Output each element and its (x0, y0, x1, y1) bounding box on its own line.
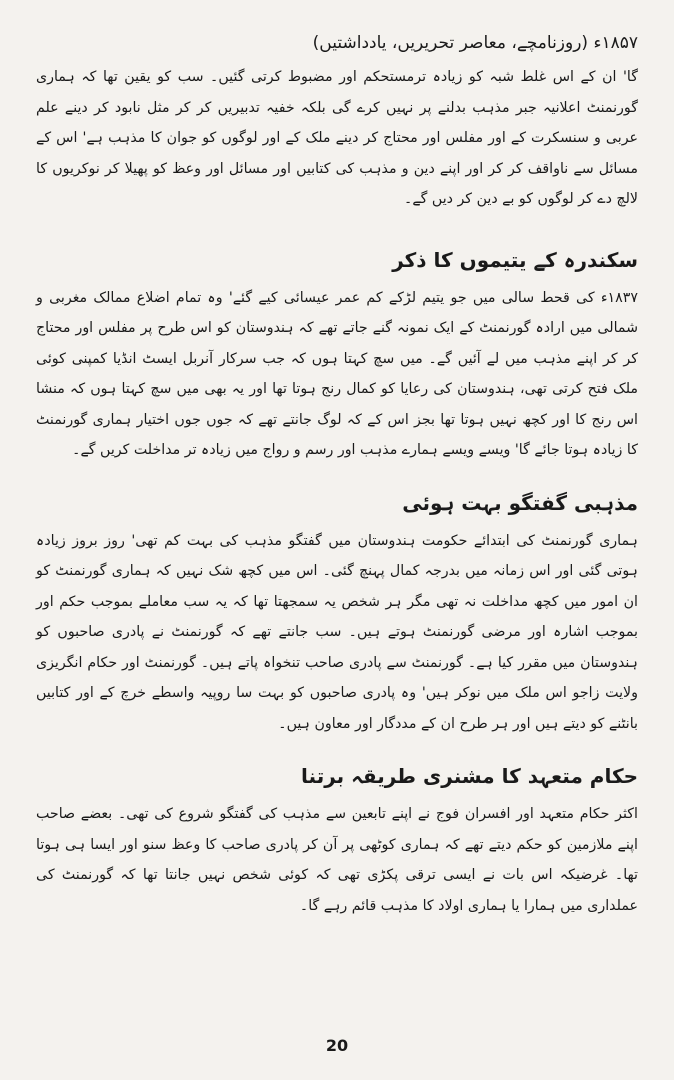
paragraph-sikandra-orphans: ۱۸۳۷ء کی قحط سالی میں جو یتیم لڑکے کم عمر عیسائی کیے گئے' وہ تمام اضلاع ممالک مغربی و شمالی میں ارادہ گورنمنٹ کے ایک نمونہ گنے جاتے تھے کہ ہندوستان کو اس طرح پر مفلس اور محتاج کر کر اپنے مذہب میں لے آئیں گے۔ میں سچ کہتا ہوں کہ جب سرکار آنربل ایسٹ انڈیا کمپنی کوئی ملک فتح کرتی تھی، ہندوستان کی رعایا کو کمال رنج ہوتا تھا اور یہ بھی میں سچ کہتا ہوں کہ منشا اس رنج کا اور کچھ نہیں ہوتا تھا بجز اس کے کہ لوگ جانتے تھے کہ جوں جوں اختیار ہماری گورنمنٹ کا زیادہ ہوتا جائے گا' ویسے ویسے ہمارے مذہب اور رسم و رواج میں زیادہ تر مداخلت کریں گے۔ (36, 289, 638, 458)
running-header: ۱۸۵۷ء (روزنامچے، معاصر تحریریں، یادداشتیں) (312, 33, 638, 53)
section-heading-religious-talk: مذہبی گفتگو بہت ہوئی (402, 490, 638, 515)
page-number: 20 (325, 1036, 349, 1055)
section-heading-sikandra-orphans: سکندرہ کے یتیموں کا ذکر (392, 247, 638, 272)
section-heading-missionary-officials: حکام متعہد کا مشنری طریقہ برتنا (301, 764, 638, 788)
paragraph-opening: گا' ان کے اس غلط شبہ کو زیادہ ترمستحکم اور مضبوط کرتی گئیں۔ سب کو یقین تھا کہ ہماری گورنمنٹ اعلانیہ جبر مذہب بدلنے پر نہیں کرے گی بلکہ خفیہ تدبیریں کر کر مثل نابود کر دینے علم عربی و سنسکرت کے اور مفلس اور محتاج کر دینے ملک کے اور لوگوں کو جوان کا مذہب ہے' اس کے مسائل سے ناواقف کر کر اور اپنے دین و مذہب کی کتابیں اور مسائل اور وعظ کو پھیلا کر نوکریوں کا لالچ دے کر لوگوں کو بے دین کر دیں گے۔ (36, 69, 638, 207)
paragraph-missionary-officials: اکثر حکام متعہد اور افسران فوج نے اپنے تابعین سے مذہب کی گفتگو شروع کی تھی۔ بعضے صاحب اپنے ملازمین کو حکم دیتے تھے کہ ہماری کوٹھی پر آن کر پادری صاحب کا وعظ سنو اور ایسا ہی ہوتا تھا۔ غرضیکہ اس بات نے ایسی ترقی پکڑی تھی کہ کوئی شخص نہیں جانتا تھا کہ گورنمنٹ کی عملداری میں ہمارا یا ہماری اولاد کا مذہب قائم رہے گا۔ (36, 806, 638, 914)
paragraph-religious-talk: ہماری گورنمنٹ کی ابتدائے حکومت ہندوستان میں گفتگو مذہب کی بہت کم تھی' روز بروز زیادہ ہوتی گئی اور اس زمانہ میں بدرجہ کمال پہنچ گئی۔ اس میں کچھ شک نہیں کہ ہماری گورنمنٹ کو ان امور میں کچھ مداخلت نہ تھی مگر ہر شخص یہ سمجھتا تھا کہ یہ سب معاملے بموجب حکم اور بموجب اشارہ اور مرضی گورنمنٹ ہوتے ہیں۔ سب جانتے تھے کہ گورنمنٹ نے پادری صاحبوں کو ہندوستان میں مقرر کیا ہے۔ گورنمنٹ سے پادری صاحب تنخواہ پاتے ہیں۔ گورنمنٹ اور حکام انگریزی ولایت زاجو اس ملک میں نوکر ہیں' وہ پادری صاحبوں کو بہت سا روپیہ واسطے خرچ کے اور کتابیں بانٹنے کو دیتے ہیں اور ہر طرح ان کے مددگار اور معاون ہیں۔ (36, 532, 638, 732)
